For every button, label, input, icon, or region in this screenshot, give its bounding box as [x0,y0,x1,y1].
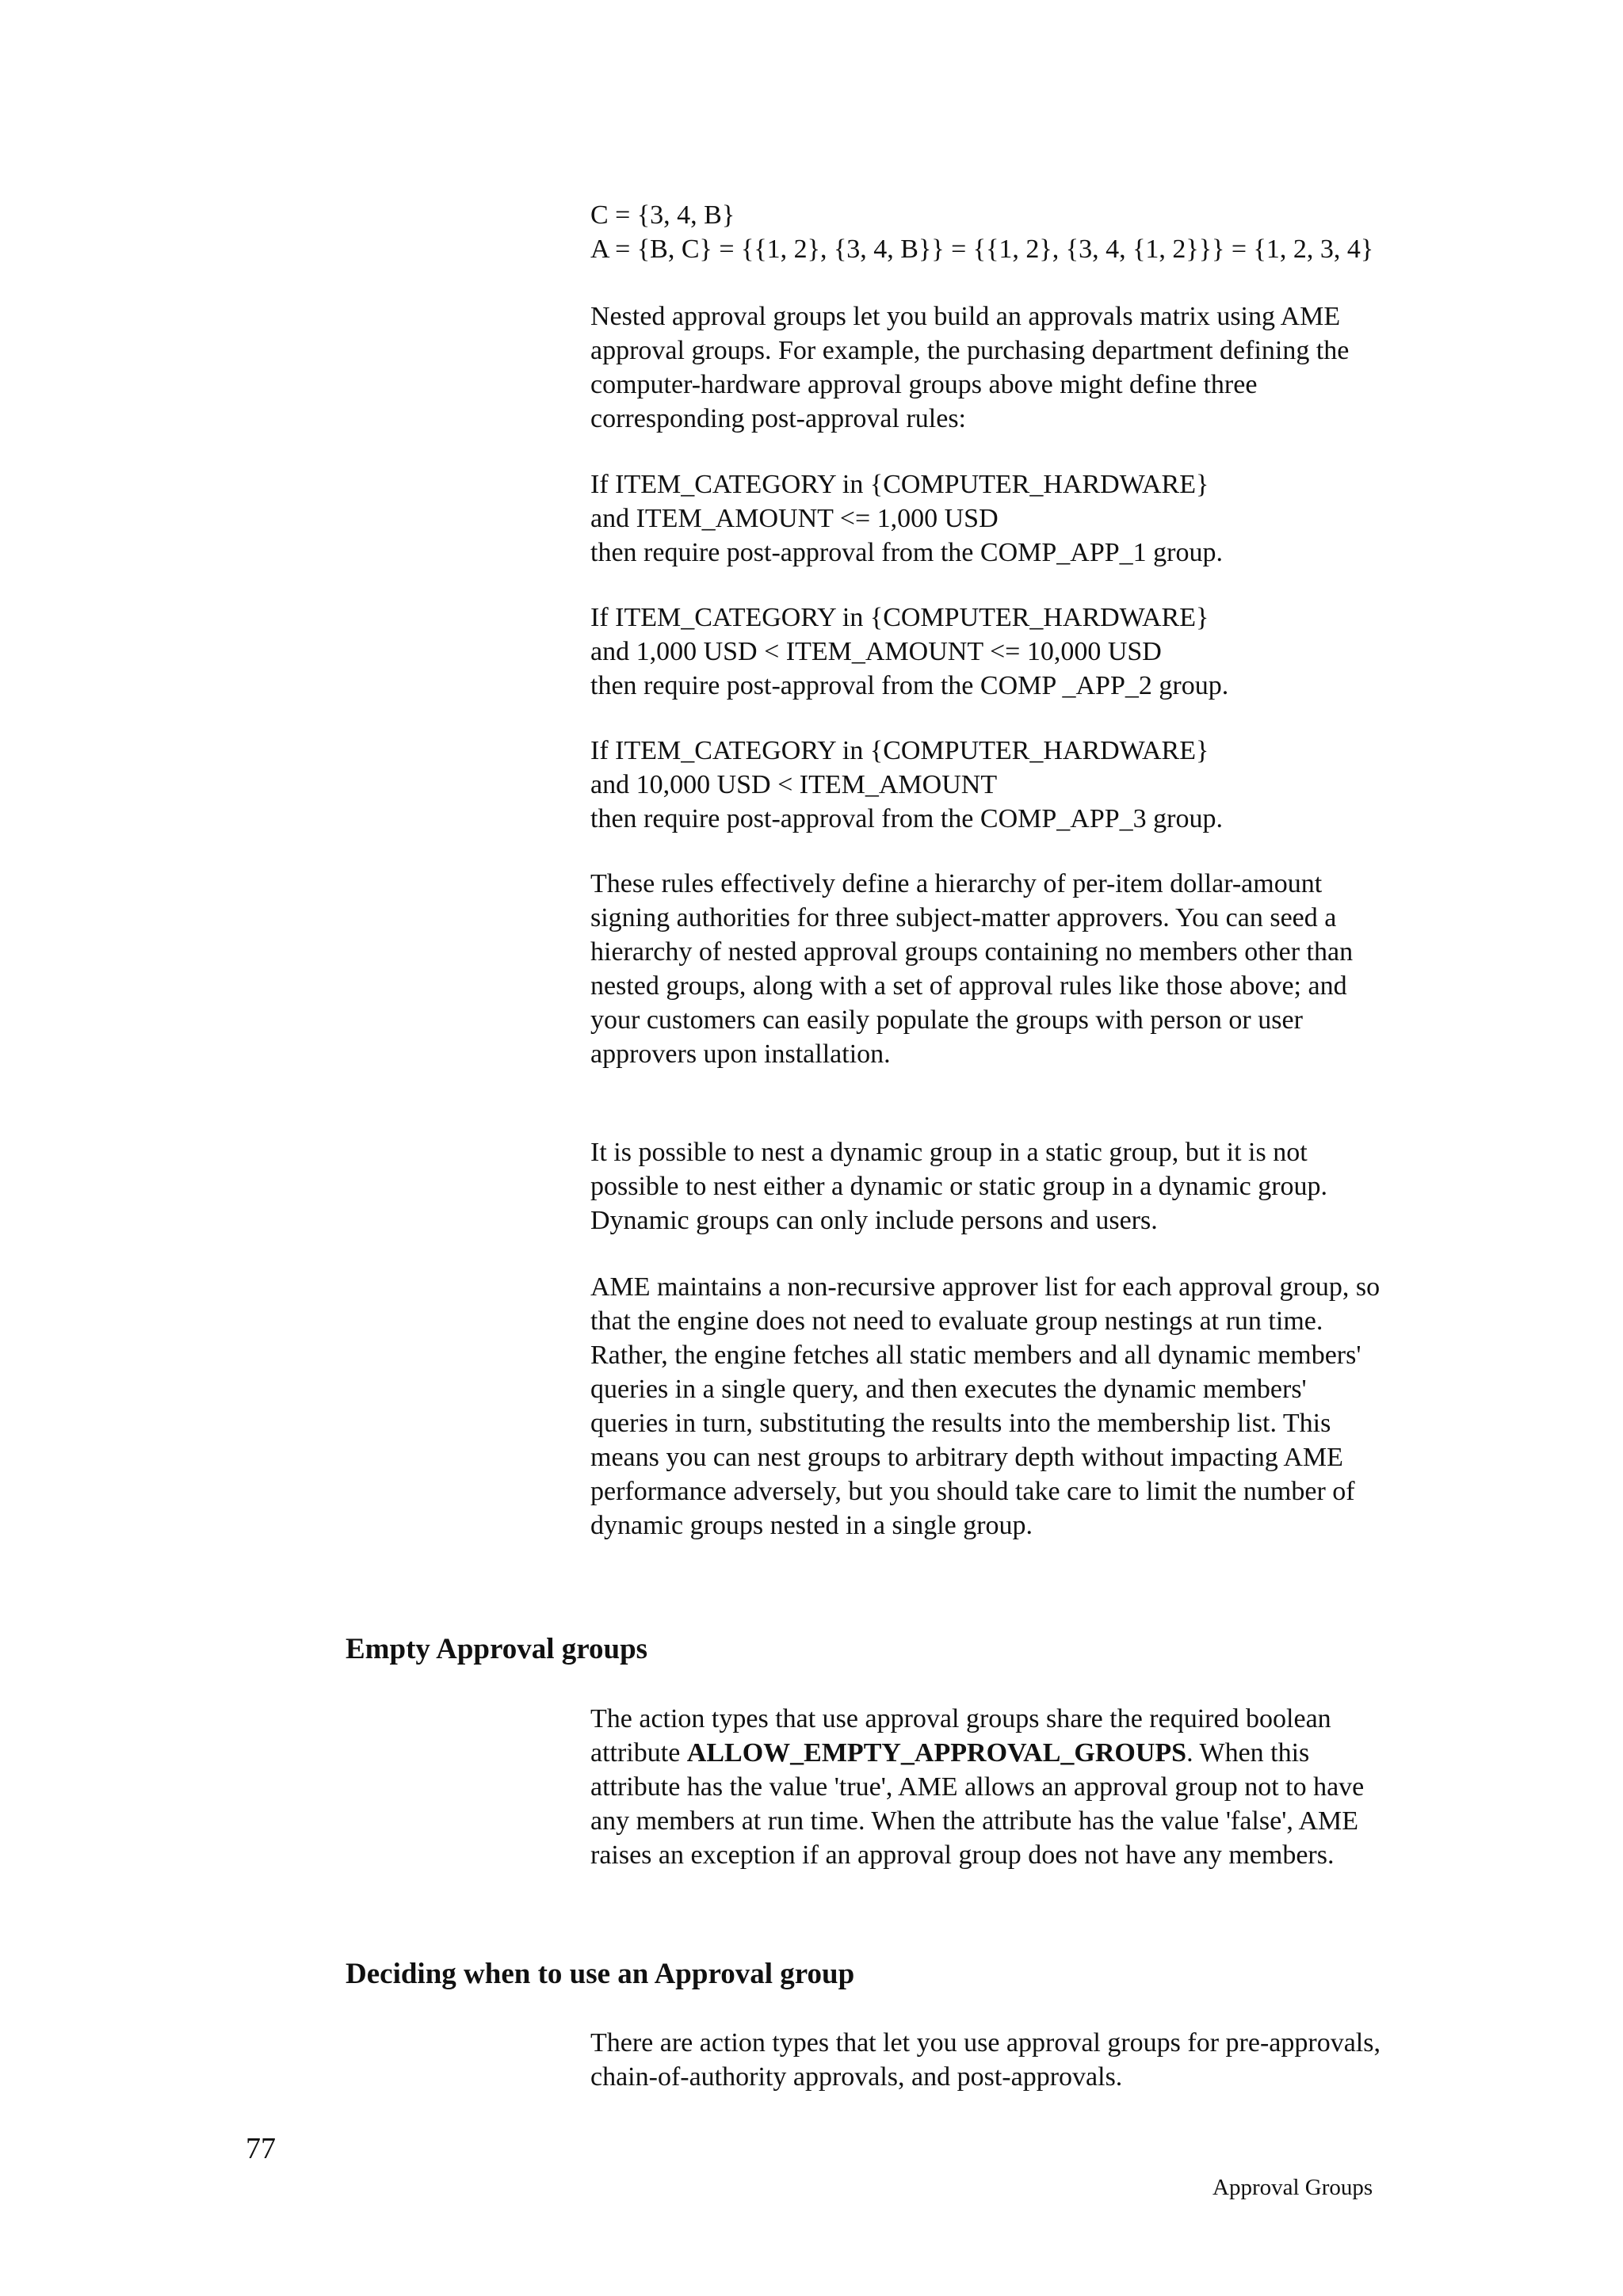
rule-line: and 10,000 USD < ITEM_AMOUNT [590,770,998,799]
paragraph-text: There are action types that let you use approval groups for pre-approvals, chain-of-authority approvals, and post-approvals. [590,2028,1381,2092]
paragraph-text-after: . When this attribute has the value 'true', AME allows an approval group not to have any members at run time. When the attribute has the value 'false', AME raises an exception if an approval group does not have any members. [590,1738,1365,1870]
paragraph-text-before: The action types that use approval groups share the required boolean attribute [590,1704,1331,1768]
set-line-a: A = {B, C} = {{1, 2}, {3, 4, B}} = {{1, 2}, {3, 4, {1, 2}}} = {1, 2, 3, 4} [590,235,1374,264]
set-line-c: C = {3, 4, B} [590,200,735,230]
paragraph-deciding [590,2026,1391,2094]
rule-line: then require post-approval from the COMP_APP_1 group. [590,538,1223,567]
rule-block-2 [590,601,1391,703]
paragraph-non-recursive [590,1270,1391,1543]
attribute-name: ALLOW_EMPTY_APPROVAL_GROUPS [686,1738,1187,1768]
paragraph-hierarchy [590,867,1391,1071]
rule-block-3 [590,734,1391,836]
heading-deciding-approval-group: Deciding when to use an Approval group [346,1958,855,1990]
set-definitions [590,198,1391,266]
rule-line: then require post-approval from the COMP_APP_3 group. [590,804,1223,833]
page-number: 77 [246,2132,276,2165]
paragraph-approvals-matrix [590,299,1391,436]
paragraph-text: It is possible to nest a dynamic group in a static group, but it is not possible to nest either a dynamic or static group in a dynamic group. Dynamic groups can only include persons and users. [590,1138,1328,1235]
heading-empty-approval-groups: Empty Approval groups [346,1633,648,1665]
rule-line: If ITEM_CATEGORY in {COMPUTER_HARDWARE} [590,603,1209,632]
running-footer: Approval Groups [1212,2175,1373,2200]
rule-line: and ITEM_AMOUNT <= 1,000 USD [590,504,999,533]
rule-block-1 [590,467,1391,570]
paragraph-text: Nested approval groups let you build an approvals matrix using AME approval groups. For example, the purchasing department defining the computer-hardware approval groups above might define three corresponding post-approval rules: [590,302,1350,433]
rule-line: then require post-approval from the COMP _APP_2 group. [590,671,1229,700]
paragraph-dynamic-nesting [590,1135,1391,1238]
rule-line: If ITEM_CATEGORY in {COMPUTER_HARDWARE} [590,736,1209,765]
rule-line: If ITEM_CATEGORY in {COMPUTER_HARDWARE} [590,470,1209,499]
paragraph-text: These rules effectively define a hierarchy of per-item dollar-amount signing authorities for three subject-matter approvers. You can seed a hierarchy of nested approval groups containing no members other than nested groups, along with a set of approval rules like those above; and your customers can easily populate the groups with person or user approvers upon installation. [590,869,1354,1069]
paragraph-text: AME maintains a non-recursive approver list for each approval group, so that the engine does not need to evaluate group nestings at run time. Rather, the engine fetches all static members and all dynamic members' queries in a single query, and then executes the dynamic members' queries in turn, substituting the results into the membership list. This means you can nest groups to arbitrary depth without impacting AME performance adversely, but you should take care to limit the number of dynamic groups nested in a single group. [590,1272,1381,1540]
rule-line: and 1,000 USD < ITEM_AMOUNT <= 10,000 USD [590,637,1162,666]
paragraph-empty-groups [590,1702,1391,1872]
